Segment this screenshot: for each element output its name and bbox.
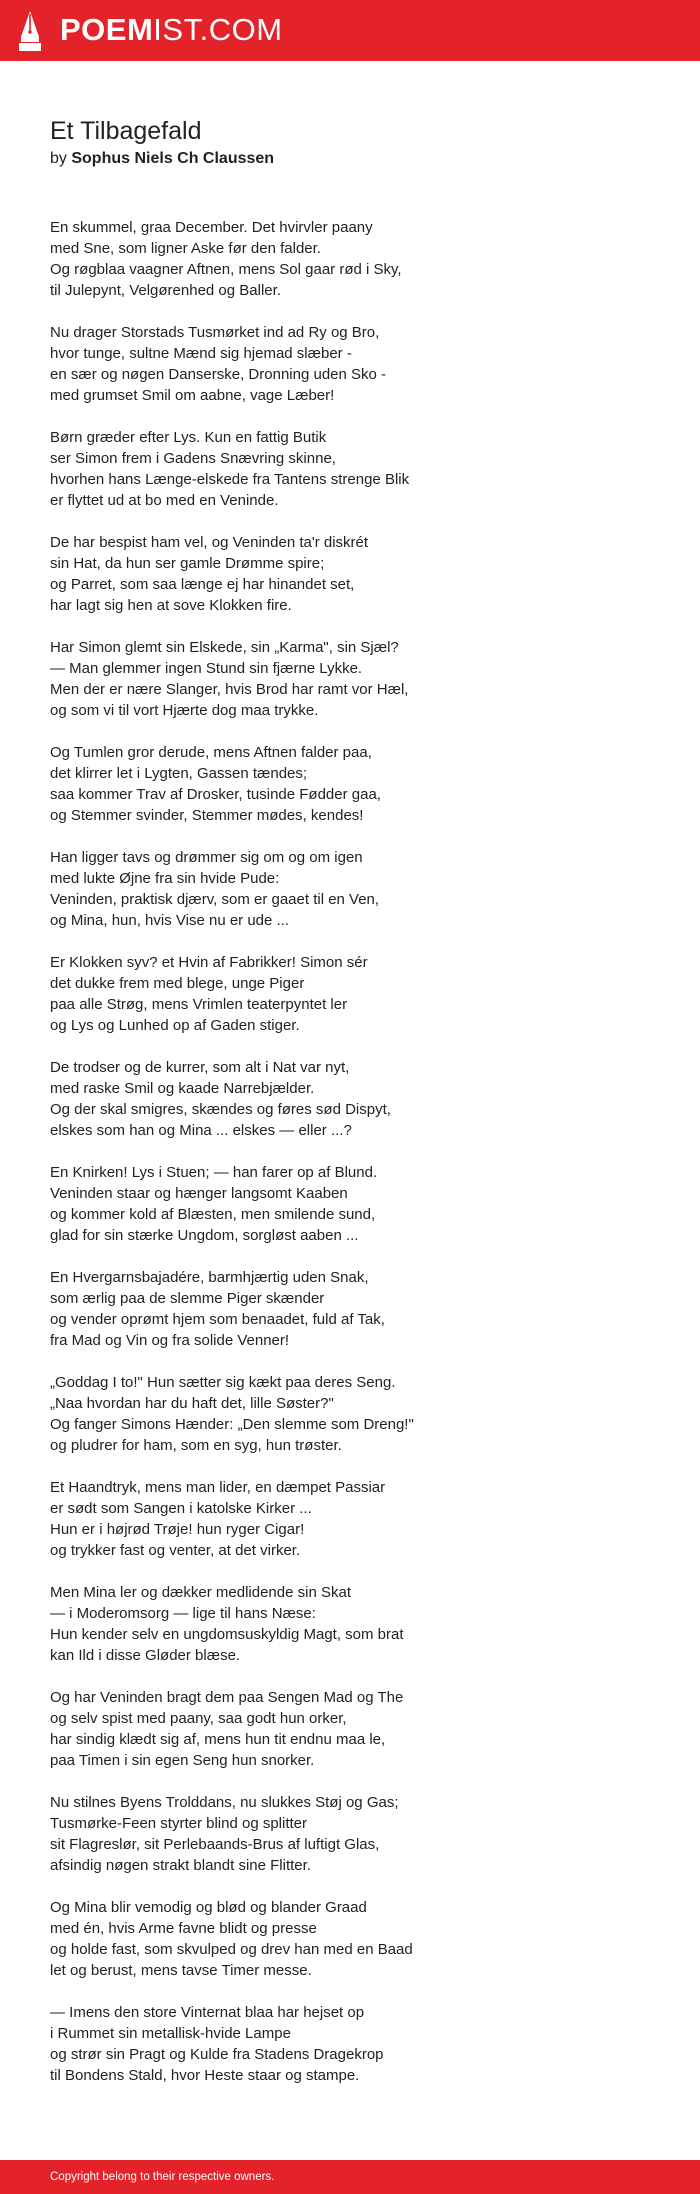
poem-line: og som vi til vort Hjærte dog maa trykke. [50, 702, 319, 719]
poem-line: paa alle Strøg, mens Vrimlen teaterpyntet ler [50, 996, 348, 1013]
poem-stanza [50, 1477, 650, 1561]
poem-line: glad for sin stærke Ungdom, sorgløst aaben ... [50, 1227, 359, 1244]
poem-line: og strør sin Pragt og Kulde fra Stadens Dragekrop [50, 2046, 384, 2063]
poem-line: med Sne, som ligner Aske før den falder. [50, 240, 321, 257]
poem-stanza [50, 1897, 650, 1981]
poem-line: sit Flagreslør, sit Perlebaands-Brus af luftigt Glas, [50, 1836, 380, 1853]
poem-stanza [50, 217, 650, 301]
poem-line: En skummel, graa December. Det hvirvler paany [50, 219, 373, 236]
poem-stanza [50, 637, 650, 721]
poem-line: fra Mad og Vin og fra solide Venner! [50, 1332, 290, 1349]
poem-line: Og der skal smigres, skændes og føres sød Dispyt, [50, 1101, 391, 1118]
poem-stanza [50, 532, 650, 616]
poem-line: Nu drager Storstads Tusmørket ind ad Ry og Bro, [50, 324, 380, 341]
poem-stanza [50, 427, 650, 511]
poem-line: afsindig nøgen strakt blandt sine Flitter. [50, 1857, 311, 1874]
poem-line: — Man glemmer ingen Stund sin fjærne Lykke. [50, 660, 363, 677]
poem-line: Og Tumlen gror derude, mens Aftnen falder paa, [50, 744, 372, 761]
poem-line: en sær og nøgen Danserske, Dronning uden Sko - [50, 366, 387, 383]
poem-line: — i Moderomsorg — lige til hans Næse: [50, 1605, 316, 1622]
poem-line: Men Mina ler og dækker medlidende sin Skat [50, 1584, 351, 1601]
poem-line: Og Mina blir vemodig og blød og blander Graad [50, 1899, 367, 1916]
poem-line: det dukke frem med blege, unge Piger [50, 975, 305, 992]
poem-line: og kommer kold af Blæsten, men smilende sund, [50, 1206, 376, 1223]
poem-title: Et Tilbagefald [50, 117, 202, 145]
poem-line: og selv spist med paany, saa godt hun orker, [50, 1710, 347, 1727]
by-label: by [50, 150, 67, 167]
quill-pen-icon[interactable] [17, 10, 43, 52]
poem-stanza [50, 1162, 650, 1246]
poem-line: sin Hat, da hun ser gamle Drømme spire; [50, 555, 325, 572]
poem-line: med raske Smil og kaade Narrebjælder. [50, 1080, 315, 1097]
poem-stanza [50, 1687, 650, 1771]
poem-line: og pludrer for ham, som en syg, hun trøster. [50, 1437, 342, 1454]
poem-line: Veninden, praktisk djærv, som er gaaet til en Ven, [50, 891, 380, 908]
poem-line: Og fanger Simons Hænder: „Den slemme som Dreng!" [50, 1416, 414, 1433]
poem-line: Nu stilnes Byens Trolddans, nu slukkes Støj og Gas; [50, 1794, 399, 1811]
footer-bar [0, 2160, 700, 2194]
poem-stanza [50, 742, 650, 826]
poem-stanza [50, 1267, 650, 1351]
poem-line: har lagt sig hen at sove Klokken fire. [50, 597, 292, 614]
poem-line: De trodser og de kurrer, som alt i Nat var nyt, [50, 1059, 350, 1076]
poem-stanza [50, 1372, 650, 1456]
poem-line: og Lys og Lunhed op af Gaden stiger. [50, 1017, 300, 1034]
copyright-text: Copyright belong to their respective owners. [50, 2171, 275, 2183]
poem-line: „Goddag I to!" Hun sætter sig kækt paa deres Seng. [50, 1374, 396, 1391]
poem-line: En Hvergarnsbajadére, barmhjærtig uden Snak, [50, 1269, 369, 1286]
site-logo-link[interactable] [60, 12, 283, 48]
poem-line: Tusmørke-Feen styrter blind og splitter [50, 1815, 308, 1832]
poem-stanza [50, 1792, 650, 1876]
poem-line: let og berust, mens tavse Timer messe. [50, 1962, 312, 1979]
poem-line: med grumset Smil om aabne, vage Læber! [50, 387, 335, 404]
poem-line: og Parret, som saa længe ej har hinandet set, [50, 576, 355, 593]
poem-line: paa Timen i sin egen Seng hun snorker. [50, 1752, 315, 1769]
poem-line: til Bondens Stald, hvor Heste staar og stampe. [50, 2067, 360, 2084]
poem-line: med lukte Øjne fra sin hvide Pude: [50, 870, 280, 887]
poem-line: Veninden staar og hænger langsomt Kaaben [50, 1185, 348, 1202]
poem-stanza [50, 952, 650, 1036]
poem-line: Hun er i højrød Trøje! hun ryger Cigar! [50, 1521, 305, 1538]
poem-stanza [50, 847, 650, 931]
poem-line: det klirrer let i Lygten, Gassen tændes; [50, 765, 308, 782]
poem-line: i Rummet sin metallisk-hvide Lampe [50, 2025, 291, 2042]
poem-line: „Naa hvordan har du haft det, lille Søster?" [50, 1395, 334, 1412]
poem-line: De har bespist ham vel, og Veninden ta'r diskrét [50, 534, 369, 551]
poem-line: og trykker fast og venter, at det virker. [50, 1542, 301, 1559]
poem-body [50, 217, 650, 2107]
logo-rest-text: IST.COM [153, 12, 283, 47]
poem-stanza [50, 1057, 650, 1141]
poem-line: Hun kender selv en ungdomsuskyldig Magt, som brat [50, 1626, 404, 1643]
top-bar [0, 0, 700, 61]
poem-line: er sødt som Sangen i katolske Kirker ... [50, 1500, 312, 1517]
poem-line: ser Simon frem i Gadens Snævring skinne, [50, 450, 336, 467]
poem-line: som ærlig paa de slemme Piger skænder [50, 1290, 325, 1307]
poem-line: elskes som han og Mina ... elskes — eller ...? [50, 1122, 352, 1139]
poem-line: og vender oprømt hjem som benaadet, fuld af Tak, [50, 1311, 385, 1328]
poem-line: En Knirken! Lys i Stuen; — han farer op af Blund. [50, 1164, 378, 1181]
poem-line: Et Haandtryk, mens man lider, en dæmpet Passiar [50, 1479, 386, 1496]
poem-line: har sindig klædt sig af, mens hun tit endnu maa le, [50, 1731, 386, 1748]
poem-line: med én, hvis Arme favne blidt og presse [50, 1920, 317, 1937]
poem-line: Men der er nære Slanger, hvis Brod har ramt vor Hæl, [50, 681, 409, 698]
poem-line: saa kommer Trav af Drosker, tusinde Fødder gaa, [50, 786, 381, 803]
poem-line: og Stemmer svinder, Stemmer mødes, kendes! [50, 807, 364, 824]
poem-line: og Mina, hun, hvis Vise nu er ude ... [50, 912, 290, 929]
byline [50, 148, 274, 170]
poem-stanza [50, 1582, 650, 1666]
poem-line: Og har Veninden bragt dem paa Sengen Mad og The [50, 1689, 404, 1706]
poem-line: Har Simon glemt sin Elskede, sin „Karma", sin Sjæl? [50, 639, 399, 656]
poem-line: — Imens den store Vinternat blaa har hejset op [50, 2004, 365, 2021]
poem-line: hvorhen hans Længe-elskede fra Tantens strenge Blik [50, 471, 410, 488]
poem-stanza [50, 2002, 650, 2086]
poem-line: og holde fast, som skvulped og drev han med en Baad [50, 1941, 413, 1958]
logo-bold-text: POEM [60, 12, 154, 47]
poem-line: Han ligger tavs og drømmer sig om og om igen [50, 849, 363, 866]
poem-line: Børn græder efter Lys. Kun en fattig Butik [50, 429, 327, 446]
author-link[interactable]: Sophus Niels Ch Claussen [71, 150, 275, 167]
poem-stanza [50, 322, 650, 406]
poem-line: Er Klokken syv? et Hvin af Fabrikker! Simon sér [50, 954, 368, 971]
poem-line: er flyttet ud at bo med en Veninde. [50, 492, 279, 509]
poem-line: Og røgblaa vaagner Aftnen, mens Sol gaar rød i Sky, [50, 261, 402, 278]
poem-line: kan Ild i disse Gløder blæse. [50, 1647, 241, 1664]
poem-line: til Julepynt, Velgørenhed og Baller. [50, 282, 281, 299]
poem-line: hvor tunge, sultne Mænd sig hjemad slæber - [50, 345, 352, 362]
